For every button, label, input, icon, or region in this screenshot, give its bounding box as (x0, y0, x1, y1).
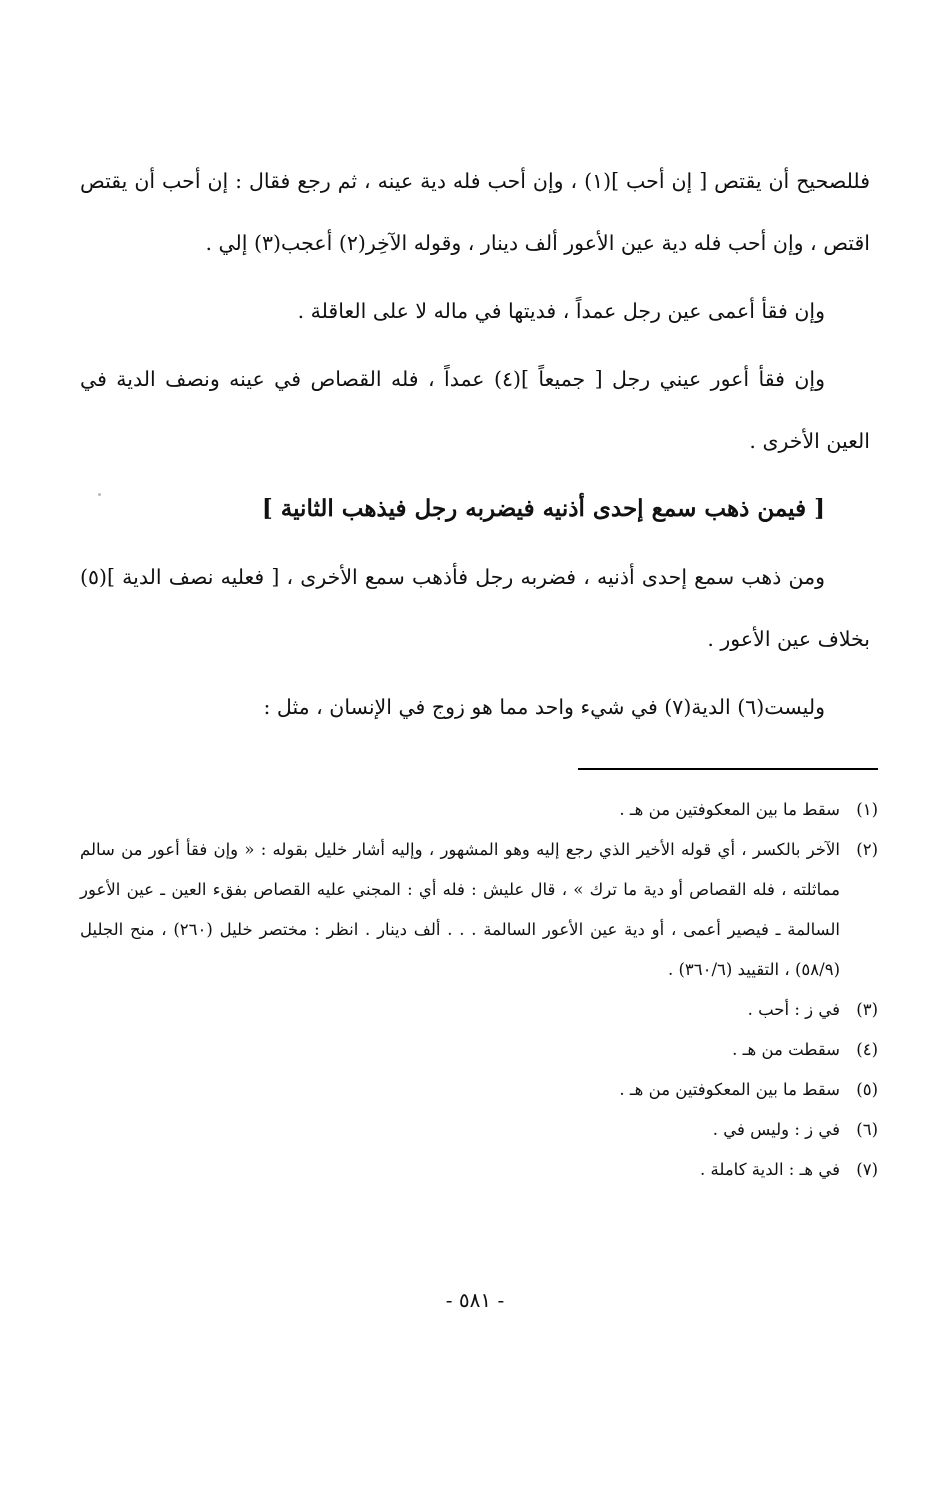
footnote (80, 1150, 878, 1190)
footnote-text: سقطت من هـ . (732, 1040, 840, 1059)
footnote-text: سقط ما بين المعكوفتين من هـ . (619, 800, 840, 819)
scan-speck (98, 493, 101, 496)
footnote (80, 1110, 878, 1150)
paragraph-3: وإن فقأ أعور عيني رجل [ جميعاً ](٤) عمداً ، فله القصاص في عينه ونصف الدية في العين الأخرى . (80, 367, 870, 453)
paragraph-1: فللصحيح أن يقتص [ إن أحب ](١) ، وإن أحب فله دية عينه ، ثم رجع فقال : إن أحب أن يقتص اقتص ، وإن أحب فله دية عين الأعور ألف دينار ، وقوله الآخِر(٢) أعجب(٣) إلي . (80, 169, 870, 255)
footnotes (80, 790, 878, 1190)
section-heading: [ فيمن ذهب سمع إحدى أذنيه فيضربه رجل فيذهب الثانية ] (261, 495, 825, 522)
footnote-text: في ز : وليس في . (712, 1120, 840, 1139)
footnote-number: (٤) (856, 1040, 878, 1059)
footnote-number: (٢) (856, 840, 878, 859)
paragraph-2: وإن فقأ أعمى عين رجل عمداً ، فديتها في ماله لا على العاقلة . (297, 299, 825, 323)
footnote-text: في ز : أحب . (747, 1000, 840, 1019)
footnote-number: (٦) (856, 1120, 878, 1139)
footnote-number: (٣) (856, 1000, 878, 1019)
footnote (80, 1070, 878, 1110)
footnote-text: سقط ما بين المعكوفتين من هـ . (619, 1080, 840, 1099)
main-text (80, 150, 870, 744)
paragraph-4: ومن ذهب سمع إحدى أذنيه ، فضربه رجل فأذهب سمع الأخرى ، [ فعليه نصف الدية ](٥) بخلاف عين الأعور . (80, 565, 870, 651)
footnote-number: (٥) (856, 1080, 878, 1099)
footnote (80, 830, 878, 990)
footnote-text: الآخر بالكسر ، أي قوله الأخير الذي رجع إليه وهو المشهور ، وإليه أشار خليل بقوله : « وإن فقأ أعور من سالم مماثلته ، فله القصاص أو دية ما ترك » ، قال عليش : فله أي : المجني عليه القصاص بفقء العين ـ عين الأعور السالمة ـ فيصير أعمى ، أو دية عين الأعور السالمة . . . ألف دينار . انظر : مختصر خليل (٢٦٠) ، منح الجليل (٥٨/٩) ، التقييد (٣٦٠/٦) . (80, 840, 840, 979)
footnote-text: في هـ : الدية كاملة . (700, 1160, 840, 1179)
footnote (80, 790, 878, 830)
footnote (80, 1030, 878, 1070)
page-number: - ٥٨١ - (445, 1288, 505, 1312)
footnote-number: (٧) (856, 1160, 878, 1179)
paragraph-5: وليست(٦) الدية(٧) في شيء واحد مما هو زوج في الإنسان ، مثل : (263, 695, 825, 719)
footnote (80, 990, 878, 1030)
footnote-separator (578, 768, 878, 770)
footnote-number: (١) (856, 800, 878, 819)
